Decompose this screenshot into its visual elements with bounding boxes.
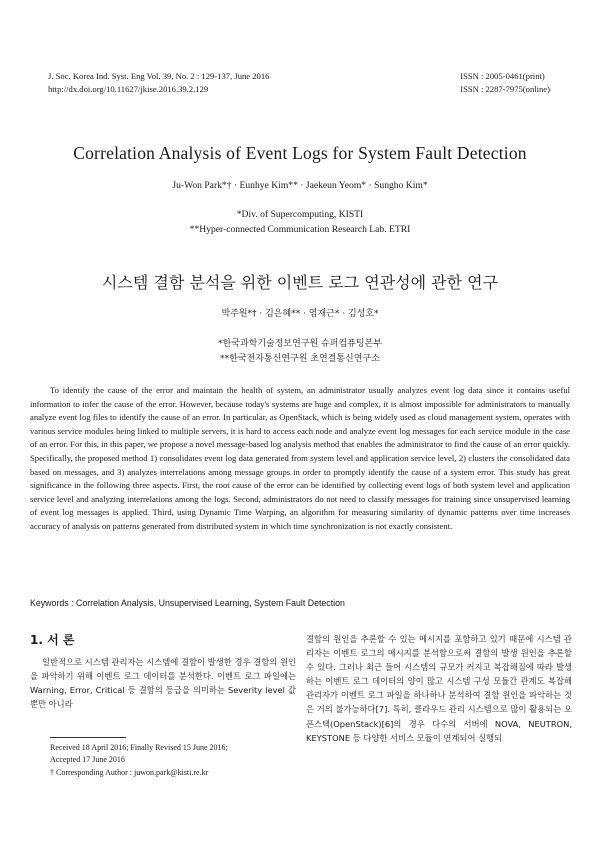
keywords-label: Keywords [30,598,69,608]
issn-print: ISSN : 2005-0461(print) [460,71,545,81]
issn-online: ISSN : 2287-7975(online) [460,84,550,94]
doi-link[interactable]: http://dx.doi.org/10.11627/jkise.2016.39.2.129 [48,84,209,94]
affiliation-etri: **Hyper-connected Communication Research Lab. ETRI [189,224,411,235]
introduction-right-column: 결함의 원인을 추론할 수 있는 메시지를 포함하고 있기 때문에 시스템 관리자는 이벤트 로그의 메시지를 분석함으로써 결함의 발생 원인을 추론할 수 있다. 그러나 최근 들어 시스템의 규모가 커지고 복잡해짐에 따라 발생하는 이벤트 로그 데이터의 양이 많고 시스템 구성 모듈간 관계도 복잡해 관리자가 이벤트 로그 파일을 하나하나 분석하여 결함 원인을 파악하는 것은 거의 불가능하다[7]. 특히, 클라우드 관리 시스템으로 많이 활용되는 오픈스택(OpenStack)[6]의 경우 다수의 서버에 NOVA, NEUTRON, KEYSTONE 등 다양한 서비스 모듈이 연계되어 실행되 [306,634,572,743]
footnote-divider [50,737,126,738]
footnote-accepted: Accepted 17 June 2016 [50,755,125,765]
section-heading-introduction: 1. 서 론 [30,633,75,647]
journal-header-right [460,70,550,96]
footnotes [50,742,228,779]
keywords [30,598,570,608]
affiliation-etri-ko: **한국전자통신연구원 초연결통신연구소 [220,354,380,364]
abstract: To identify the cause of the error and maintain the health of system, an administrator usually analyzes event log data since it contains useful information to infer the cause of the error. However, because today's systems are huge and complex, it is almost impossible for administrators to manually analyze event log files to identify the cause of an error. In particular, as OpenStack, which is being widely used as cloud management system, operates with various service modules being linked to multiple servers, it is hard to access each node and analyze event log messages for each service module in the case of an error. For this, in this paper, we propose a novel message-based log analysis method that enables the administrator to find the cause of an error quickly. Specifically, the proposed method 1) consolidates event log data generated from system level and application service level, 2) clusters the consolidated data based on messages, and 3) analyzes interrelations among message groups in order to promptly identify the cause of a system error. This study has great significance in the following three aspects. First, the root cause of the error can be identified by collecting event logs of both system level and application service level and analyzing interrelations among the logs. Second, administrators do not need to classify messages for training since unsupervised learning of event log messages is applied. Third, using Dynamic Time Warping, an algorithm for measuring similarity of dynamic patterns over time increases accuracy of analysis on patterns generated from distributed system in which time synchronization is not exactly consistent. [30,385,570,531]
authors-korean: 박주원*† · 김은혜** · 염재근* · 김성호* [221,309,379,319]
keywords-text: Correlation Analysis, Unsupervised Learning, System Fault Detection [75,598,345,608]
paper-title-english: Correlation Analysis of Event Logs for System Fault Detection [73,143,527,163]
affiliation-kisti: *Div. of Supercomputing, KISTI [236,209,364,220]
footnote-corresponding-author: † Corresponding Author : juwon.park@kisti.re.kr [50,767,209,777]
journal-citation: J. Soc. Korea Ind. Syst. Eng Vol. 39, No. 2 : 129-137, June 2016 [48,71,270,81]
affiliations-english [0,207,600,237]
paper-title-korean: 시스템 결함 분석을 위한 이벤트 로그 연관성에 관한 연구 [101,273,499,292]
footnote-received: Received 18 April 2016; Finally Revised 15 June 2016; [50,743,228,752]
affiliations-korean [0,337,600,367]
affiliation-kisti-ko: *한국과학기술정보연구원 슈퍼컴퓨팅본부 [218,339,382,349]
journal-header-left [48,70,269,96]
authors-english: Ju-Won Park*† · Eunhye Kim** · Jaekeun Yeom* · Sungho Kim* [172,180,428,191]
keywords-separator: : [71,598,76,608]
introduction-left-column: 일반적으로 시스템 관리자는 시스템에 결함이 발생한 경우 결함의 원인을 파악하기 위해 이벤트 로그 데이터를 분석한다. 이벤트 로그 파일에는 Warning, Error, Critical 등 결함의 등급을 의미하는 Severity level 값뿐만 아니라 [30,657,296,710]
